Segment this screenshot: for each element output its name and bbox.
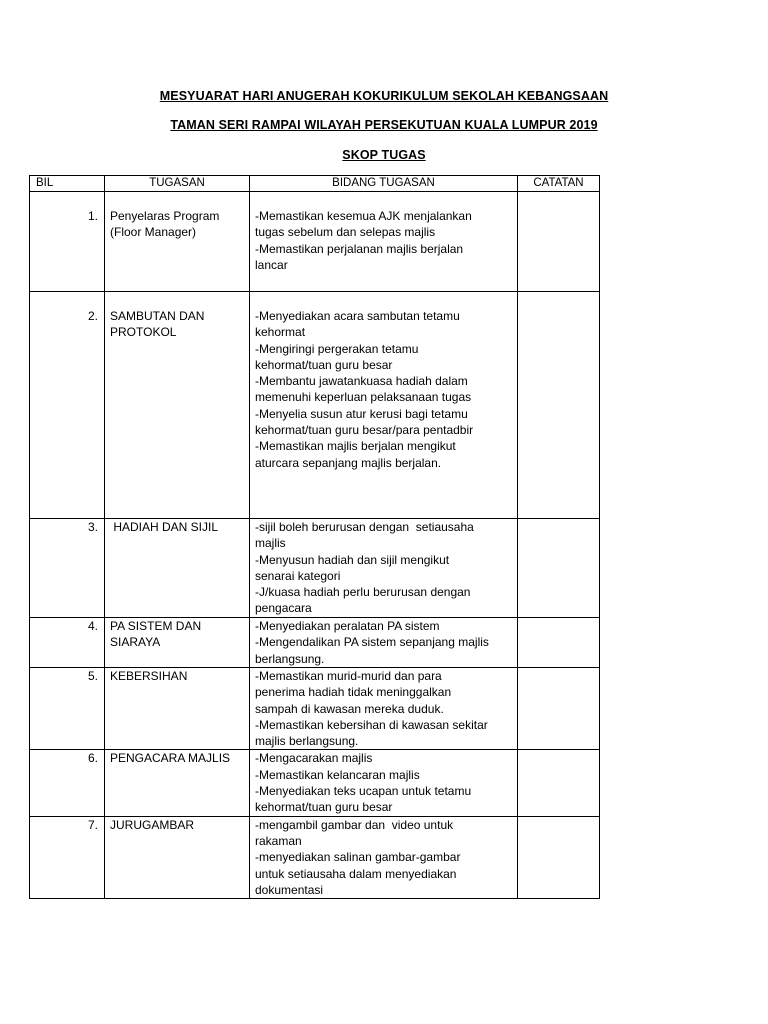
duty-line: -Memastikan kesemua AJK menjalankan	[255, 209, 472, 223]
task-name	[105, 750, 250, 816]
table-row	[30, 192, 600, 292]
task-name	[105, 618, 250, 668]
task-name-line: KEBERSIHAN	[110, 669, 188, 683]
table-row	[30, 816, 600, 898]
duty-line: majlis berlangsung.	[255, 734, 359, 749]
notes-cell	[518, 292, 600, 519]
duty-line: kehormat/tuan guru besar	[255, 800, 393, 815]
duty-line: -sijil boleh berurusan dengan setiausaha	[255, 520, 474, 534]
duty-description	[250, 192, 518, 292]
duty-line: -Memastikan kelancaran majlis	[255, 767, 420, 782]
notes-cell	[518, 750, 600, 816]
duty-line: berlangsung.	[255, 651, 325, 666]
row-number: 5.	[30, 668, 105, 750]
duty-table	[29, 175, 600, 899]
task-name-line: JURUGAMBAR	[110, 817, 195, 832]
duty-line: -Menyusun hadiah dan sijil mengikut	[255, 552, 450, 567]
duty-description	[250, 292, 518, 519]
duty-line: tugas sebelum dan selepas majlis	[255, 225, 436, 240]
task-name	[105, 668, 250, 750]
duty-line: senarai kategori	[255, 568, 341, 583]
duty-line: -Mengacarakan majlis	[255, 751, 373, 766]
table-row	[30, 668, 600, 750]
duty-line: rakaman	[255, 833, 302, 848]
duty-line: -Memastikan kebersihan di kawasan sekitar	[255, 717, 488, 732]
task-name-line: SAMBUTAN DAN	[110, 309, 205, 323]
table-row	[30, 750, 600, 816]
duty-line: -Menyediakan acara sambutan tetamu	[255, 309, 460, 323]
duty-line: memenuhi keperluan pelaksanaan tugas	[255, 390, 472, 405]
duty-line: -Mengiringi pergerakan tetamu	[255, 341, 419, 356]
duty-description	[250, 519, 518, 618]
task-name-line: SIARAYA	[110, 635, 161, 650]
duty-line: aturcara sepanjang majlis berjalan.	[255, 455, 442, 470]
header-bidang-tugasan: BIDANG TUGASAN	[250, 176, 518, 192]
table-row	[30, 618, 600, 668]
meeting-title: MESYUARAT HARI ANUGERAH KOKURIKULUM SEKOLAH KEBANGSAAN	[159, 89, 609, 103]
task-name	[105, 292, 250, 519]
duty-line: -J/kuasa hadiah perlu berurusan dengan	[255, 585, 471, 600]
scope-title: SKOP TUGAS	[342, 148, 426, 162]
table-row	[30, 519, 600, 618]
duty-line: -Membantu jawatankuasa hadiah dalam	[255, 374, 468, 389]
duty-line: -Memastikan murid-murid dan para	[255, 669, 442, 683]
duty-line: -Mengendalikan PA sistem sepanjang majlis	[255, 635, 489, 650]
school-location-title: TAMAN SERI RAMPAI WILAYAH PERSEKUTUAN KUALA LUMPUR 2019	[170, 118, 598, 132]
duty-line: kehormat/tuan guru besar	[255, 357, 393, 372]
duty-line: dokumentasi	[255, 882, 324, 897]
header-tugasan: TUGASAN	[105, 176, 250, 192]
task-name	[105, 192, 250, 292]
task-name-line: (Floor Manager)	[110, 225, 197, 240]
duty-line: -Memastikan majlis berjalan mengikut	[255, 439, 456, 454]
duty-line: untuk setiausaha dalam menyediakan	[255, 866, 457, 881]
header-catatan: CATATAN	[518, 176, 600, 192]
notes-cell	[518, 519, 600, 618]
row-number: 1.	[30, 192, 105, 292]
duty-line: sampah di kawasan mereka duduk.	[255, 701, 444, 716]
task-name-line: PROTOKOL	[110, 325, 177, 340]
row-number: 7.	[30, 816, 105, 898]
duty-line: lancar	[255, 257, 288, 272]
duty-description	[250, 816, 518, 898]
duty-line: -Menyediakan teks ucapan untuk tetamu	[255, 784, 472, 799]
row-number: 3.	[30, 519, 105, 618]
duty-description	[250, 750, 518, 816]
duty-line: penerima hadiah tidak meninggalkan	[255, 685, 452, 700]
duty-line: -Menyediakan peralatan PA sistem	[255, 619, 440, 633]
duty-line: kehormat/tuan guru besar/para pentadbir	[255, 423, 474, 438]
notes-cell	[518, 192, 600, 292]
task-name	[105, 816, 250, 898]
duty-line: -Memastikan perjalanan majlis berjalan	[255, 241, 464, 256]
duty-line: -mengambil gambar dan video untuk	[255, 817, 454, 832]
row-number: 2.	[30, 292, 105, 519]
task-name-line: PA SISTEM DAN	[110, 619, 202, 633]
duty-line: majlis	[255, 536, 286, 551]
notes-cell	[518, 816, 600, 898]
header-bil: BIL	[30, 176, 105, 192]
task-name-line: HADIAH DAN SIJIL	[110, 520, 219, 534]
notes-cell	[518, 618, 600, 668]
row-number: 4.	[30, 618, 105, 668]
duty-description	[250, 618, 518, 668]
table-header-row	[30, 176, 600, 192]
task-name	[105, 519, 250, 618]
table-row	[30, 292, 600, 519]
notes-cell	[518, 668, 600, 750]
task-name-line: Penyelaras Program	[110, 209, 220, 223]
duty-line: pengacara	[255, 601, 312, 616]
duty-description	[250, 668, 518, 750]
task-name-line: PENGACARA MAJLIS	[110, 751, 231, 766]
duty-line: kehormat	[255, 325, 306, 340]
duty-line: -menyediakan salinan gambar-gambar	[255, 850, 461, 865]
duty-line: -Menyelia susun atur kerusi bagi tetamu	[255, 406, 468, 421]
row-number: 6.	[30, 750, 105, 816]
